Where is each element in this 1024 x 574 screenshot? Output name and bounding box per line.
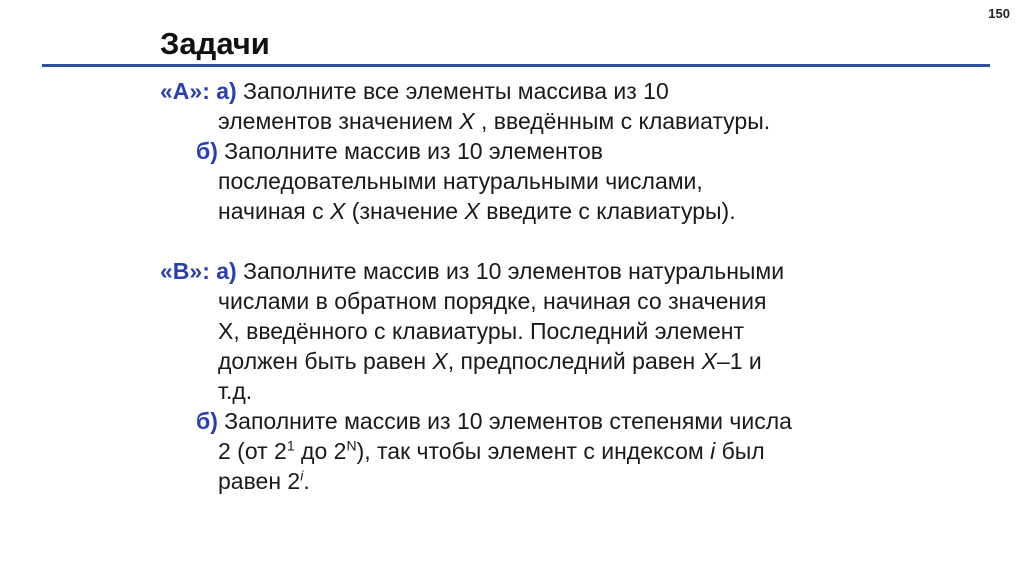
task-b-a-label: а) (216, 258, 237, 284)
task-b-a-text4-mid: , предпоследний равен (447, 348, 702, 374)
task-b-a-text4: должен быть равен (218, 348, 433, 374)
page-number: 150 (988, 6, 1010, 21)
task-b-a-text4-end: –1 и (716, 348, 762, 374)
task-a-a-text2-end: , введённым с клавиатуры. (474, 108, 771, 134)
task-b-b-text2: 2 (от 2 (218, 438, 287, 464)
spacer (160, 226, 980, 256)
task-b-a-text1: Заполните массив из 10 элементов натуральными (243, 258, 785, 284)
task-b-b-label: б) (196, 408, 218, 434)
task-b-b-text2-end: был (715, 438, 765, 464)
task-b-b-line2 (160, 436, 980, 466)
task-b-tag: «B»: (160, 258, 210, 284)
task-a-b-text3-mid: (значение (345, 198, 465, 224)
task-b-a-line2: числами в обратном порядке, начиная со значения (218, 288, 767, 314)
task-a-a-text2: элементов значением (218, 108, 460, 134)
superscript-1: 1 (286, 437, 295, 454)
task-b-b-text2-mid: до 2 (294, 438, 347, 464)
task-a-line1 (160, 76, 980, 106)
task-b-b-text3-end: . (303, 468, 310, 494)
task-a-tag: «A»: (160, 78, 210, 104)
slide-title: Задачи (160, 26, 270, 61)
task-a-b-label: б) (196, 138, 218, 164)
task-b-a-line4 (160, 346, 980, 376)
task-a-b-text3: начиная с (218, 198, 331, 224)
var-x: X (459, 108, 475, 134)
var-x: X (432, 348, 448, 374)
task-b-line1 (160, 256, 980, 286)
task-a-b-text3-end: введите с клавиатуры). (479, 198, 736, 224)
task-b-a-line3: X, введённого с клавиатуры. Последний элемент (218, 318, 744, 344)
task-b-b-text1: Заполните массив из 10 элементов степенями числа (224, 408, 792, 434)
var-x: X (464, 198, 480, 224)
task-b-a-line5: т.д. (218, 378, 253, 404)
task-b-b-line3 (160, 466, 980, 496)
task-a-b-text1: Заполните массив из 10 элементов (224, 138, 603, 164)
var-i: i (300, 467, 304, 484)
superscript-n: N (346, 437, 357, 454)
task-b-b-text3: равен 2 (218, 468, 301, 494)
var-x: X (330, 198, 346, 224)
task-a-line2 (160, 106, 980, 136)
var-i: i (710, 438, 716, 464)
var-x: X (701, 348, 717, 374)
task-a-b-line2: последовательными натуральными числами, (218, 168, 703, 194)
task-a-a-label: а) (216, 78, 237, 104)
task-a-a-text1: Заполните все элементы массива из 10 (243, 78, 669, 104)
task-a-b-line3 (160, 196, 980, 226)
task-a-b-line1 (160, 136, 980, 166)
title-divider (42, 64, 990, 67)
slide-content (160, 76, 980, 496)
task-b-b-text2-post: ), так чтобы элемент с индексом (356, 438, 711, 464)
task-b-b-line1 (160, 406, 980, 436)
